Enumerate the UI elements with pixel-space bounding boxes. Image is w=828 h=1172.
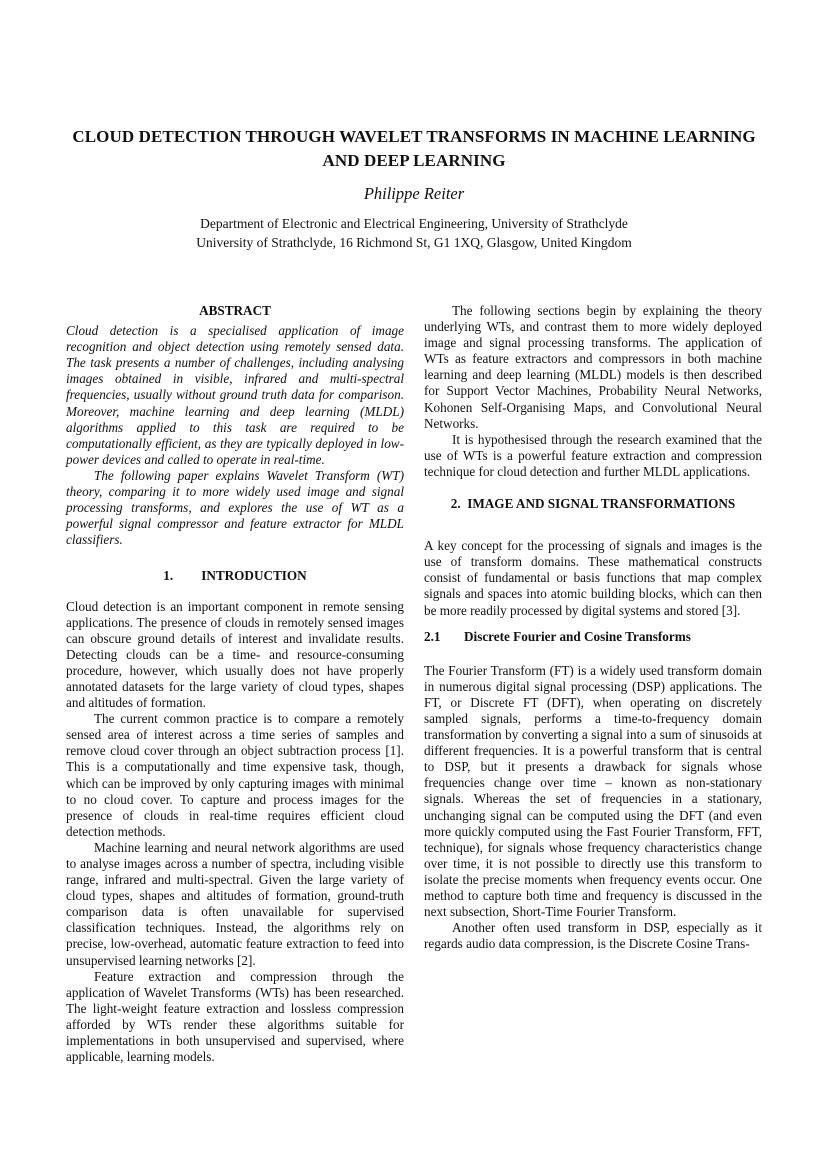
affiliation (0, 214, 828, 252)
abstract-paragraph-1: Cloud detection is a specialised application of image recognition and object detection using remotely sensed data. The task presents a number of challenges, including analysing images obtained in visible, infrared and multi-spectral frequencies, usually without ground truth data for comparison. Moreover, machine learning and deep learning (MLDL) algorithms applied to this task are required to be computationally efficient, as they are typically deployed in low-power devices and called to operate in real-time. (66, 323, 404, 467)
intro-paragraph-1: Cloud detection is an important component in remote sensing applications. The presence of clouds in remotely sensed images can obscure ground details of interest and invalidate results. Detecting clouds can be a time- and resource-consuming procedure, however, which usually does not have properly annotated datasets for the large variety of cloud types, shapes and altitudes of formation. (66, 598, 404, 711)
affiliation-line-1: Department of Electronic and Electrical Engineering, University of Strathclyde (200, 216, 628, 231)
intro-paragraph-5: The following sections begin by explaining the theory underlying WTs, and contrast them to more widely deployed image and signal processing transforms. The application of WTs as feature extractors and compressors in both machine learning and deep learning (MLDL) models is then described for Support Vector Machines, Probability Neural Networks, Kohonen Self-Organising Maps, and Convolutional Neural Networks. (424, 303, 762, 431)
section2-paragraph-1: A key concept for the processing of signals and images is the use of transform domains. These mathematical constructs consist of fundamental or basis functions that map complex signals and spaces into atomic building blocks, which can then be more readily processed by digital systems and stored [3]. (424, 538, 762, 618)
intro-paragraph-3: Machine learning and neural network algorithms are used to analyse images across a number of spectra, including visible range, infrared and multi-spectral. Given the large variety of cloud types, shapes and altitudes of formation, ground-truth comparison data is often unavailable for supervised classification techniques. Instead, the algorithms rely on precise, low-overhead, automatic feature extraction to feed into unsupervised learning networks [2]. (66, 839, 404, 968)
author-name: Philippe Reiter (363, 184, 465, 203)
section-title: IMAGE AND SIGNAL TRANSFORMATIONS (467, 496, 736, 512)
paper-title: CLOUD DETECTION THROUGH WAVELET TRANSFORMS IN MACHINE LEARNING AND DEEP LEARNING (72, 127, 756, 170)
intro-paragraph-2: The current common practice is to compare a remotely sensed area of interest across a time series of samples and remove cloud cover through an object subtraction process [1]. This is a computationally and time expensive task, though, which can be improved by only capturing images with minimal to no cloud cover. To capture and process images for the presence of clouds in real-time requires efficient cloud detection methods. (66, 711, 404, 839)
section-heading-introduction (66, 568, 404, 584)
section-heading-transformations (424, 496, 762, 512)
subsection-title: Discrete Fourier and Cosine Transforms (464, 628, 691, 644)
section-number: 1. (163, 568, 174, 584)
right-column (424, 303, 762, 952)
subsection-number: 2.1 (424, 628, 441, 644)
section-title: INTRODUCTION (201, 568, 307, 584)
section21-paragraph-2: Another often used transform in DSP, especially as it regards audio data compression, is the Discrete Cosine Trans- (424, 920, 762, 952)
abstract-paragraph-2: The following paper explains Wavelet Transform (WT) theory, comparing it to more widely used image and signal processing transforms, and explores the use of WT as a powerful signal compressor and feature extractor for MLDL classifiers. (66, 467, 404, 548)
section-number: 2. (450, 496, 461, 512)
abstract-heading: ABSTRACT (199, 303, 271, 318)
affiliation-line-2: University of Strathclyde, 16 Richmond St, G1 1XQ, Glasgow, United Kingdom (196, 235, 632, 250)
section21-paragraph-1: The Fourier Transform (FT) is a widely used transform domain in numerous digital signal processing (DSP) applications. The FT, or Discrete FT (DFT), when operating on discretely sampled signals, performs a time-to-frequency domain transformation by converting a signal into a sum of sinusoids at different frequencies. It is a powerful transform that is central to DSP, but it presents a drawback for signals whose frequencies change over time – known as non-stationary signals. Whereas the set of frequencies in a stationary, unchanging signal can be computed using the DFT (and even more quickly computed using the Fast Fourier Transform, FFT, technique), for signals whose frequency characteristics change over time, it is not possible to directly use this transform to isolate the precise moments when frequency events occur. One method to capture both time and frequency is discussed in the next subsection, Short-Time Fourier Transform. (424, 662, 762, 920)
left-column (66, 303, 404, 1065)
intro-paragraph-4: Feature extraction and compression through the application of Wavelet Transforms (WTs) has been researched. The light-weight feature extraction and lossless compression afforded by WTs render these algorithms suitable for implementations in both unsupervised and supervised, where applicable, learning models. (66, 968, 404, 1065)
intro-paragraph-6: It is hypothesised through the research examined that the use of WTs is a powerful feature extraction and compression technique for cloud detection and further MLDL applications. (424, 431, 762, 479)
subsection-heading-fourier-cosine (424, 629, 762, 645)
